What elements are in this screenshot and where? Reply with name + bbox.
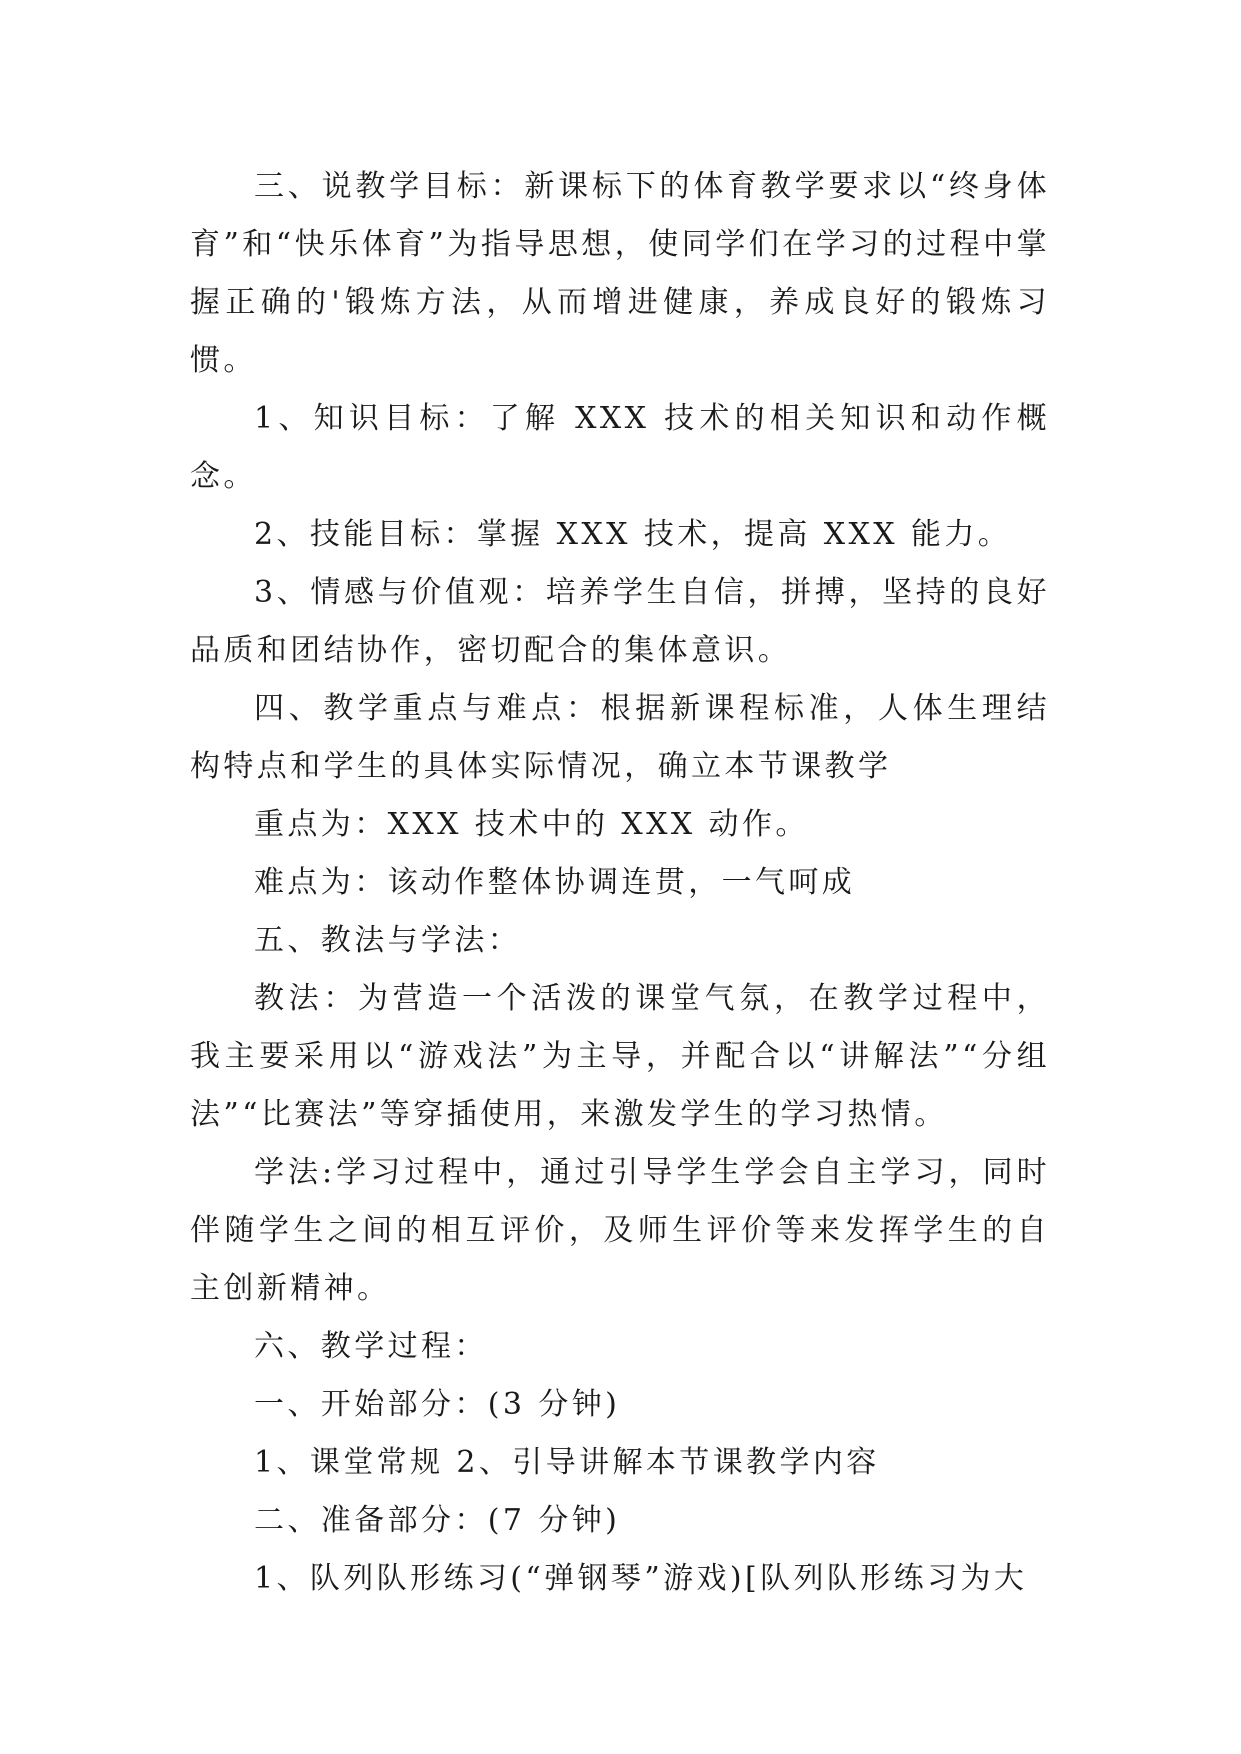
paragraph-opening-part: 一、开始部分：(3 分钟) (254, 1387, 621, 1422)
paragraph-teaching-method: 教法：为营造一个活泼的课堂气氛，在教学过程中，我主要采用以“游戏法”为主导，并配合以“讲解法”“分组法”“比赛法”等穿插使用，来激发学生的学习热情。 (190, 981, 1050, 1132)
paragraph-process-heading: 六、教学过程： (254, 1329, 488, 1364)
paragraph-teaching-objectives: 三、说教学目标：新课标下的体育教学要求以“终身体育”和“快乐体育”为指导思想，使同学们在学习的过程中掌握正确的'锻炼方法，从而增进健康，养成良好的锻炼习惯。 (190, 169, 1050, 378)
paragraph-opening-items: 1、课堂常规 2、引导讲解本节课教学内容 (254, 1445, 880, 1480)
paragraph-difficult-point: 难点为：该动作整体协调连贯，一气呵成 (254, 865, 856, 900)
paragraph-values-objective: 3、情感与价值观：培养学生自信，拼搏，坚持的良好品质和团结协作，密切配合的集体意识。 (190, 575, 1050, 668)
paragraph-key-and-difficult-points: 四、教学重点与难点：根据新课程标准，人体生理结构特点和学生的具体实际情况，确立本节课教学 (190, 691, 1050, 784)
paragraph-learning-method: 学法:学习过程中，通过引导学生学会自主学习，同时伴随学生之间的相互评价，及师生评价等来发挥学生的自主创新精神。 (190, 1155, 1050, 1306)
paragraph-knowledge-objective: 1、知识目标：了解 XXX 技术的相关知识和动作概念。 (190, 401, 1050, 494)
paragraph-formation-drill: 1、队列队形练习(“弹钢琴”游戏)[队列队形练习为大 (254, 1561, 1028, 1596)
paragraph-methods-heading: 五、教法与学法： (254, 923, 522, 958)
paragraph-preparation-part: 二、准备部分：(7 分钟) (254, 1503, 621, 1538)
document-body (190, 158, 1050, 1608)
paragraph-key-point: 重点为：XXX 技术中的 XXX 动作。 (254, 807, 809, 842)
paragraph-skill-objective: 2、技能目标：掌握 XXX 技术，提高 XXX 能力。 (254, 517, 1012, 552)
